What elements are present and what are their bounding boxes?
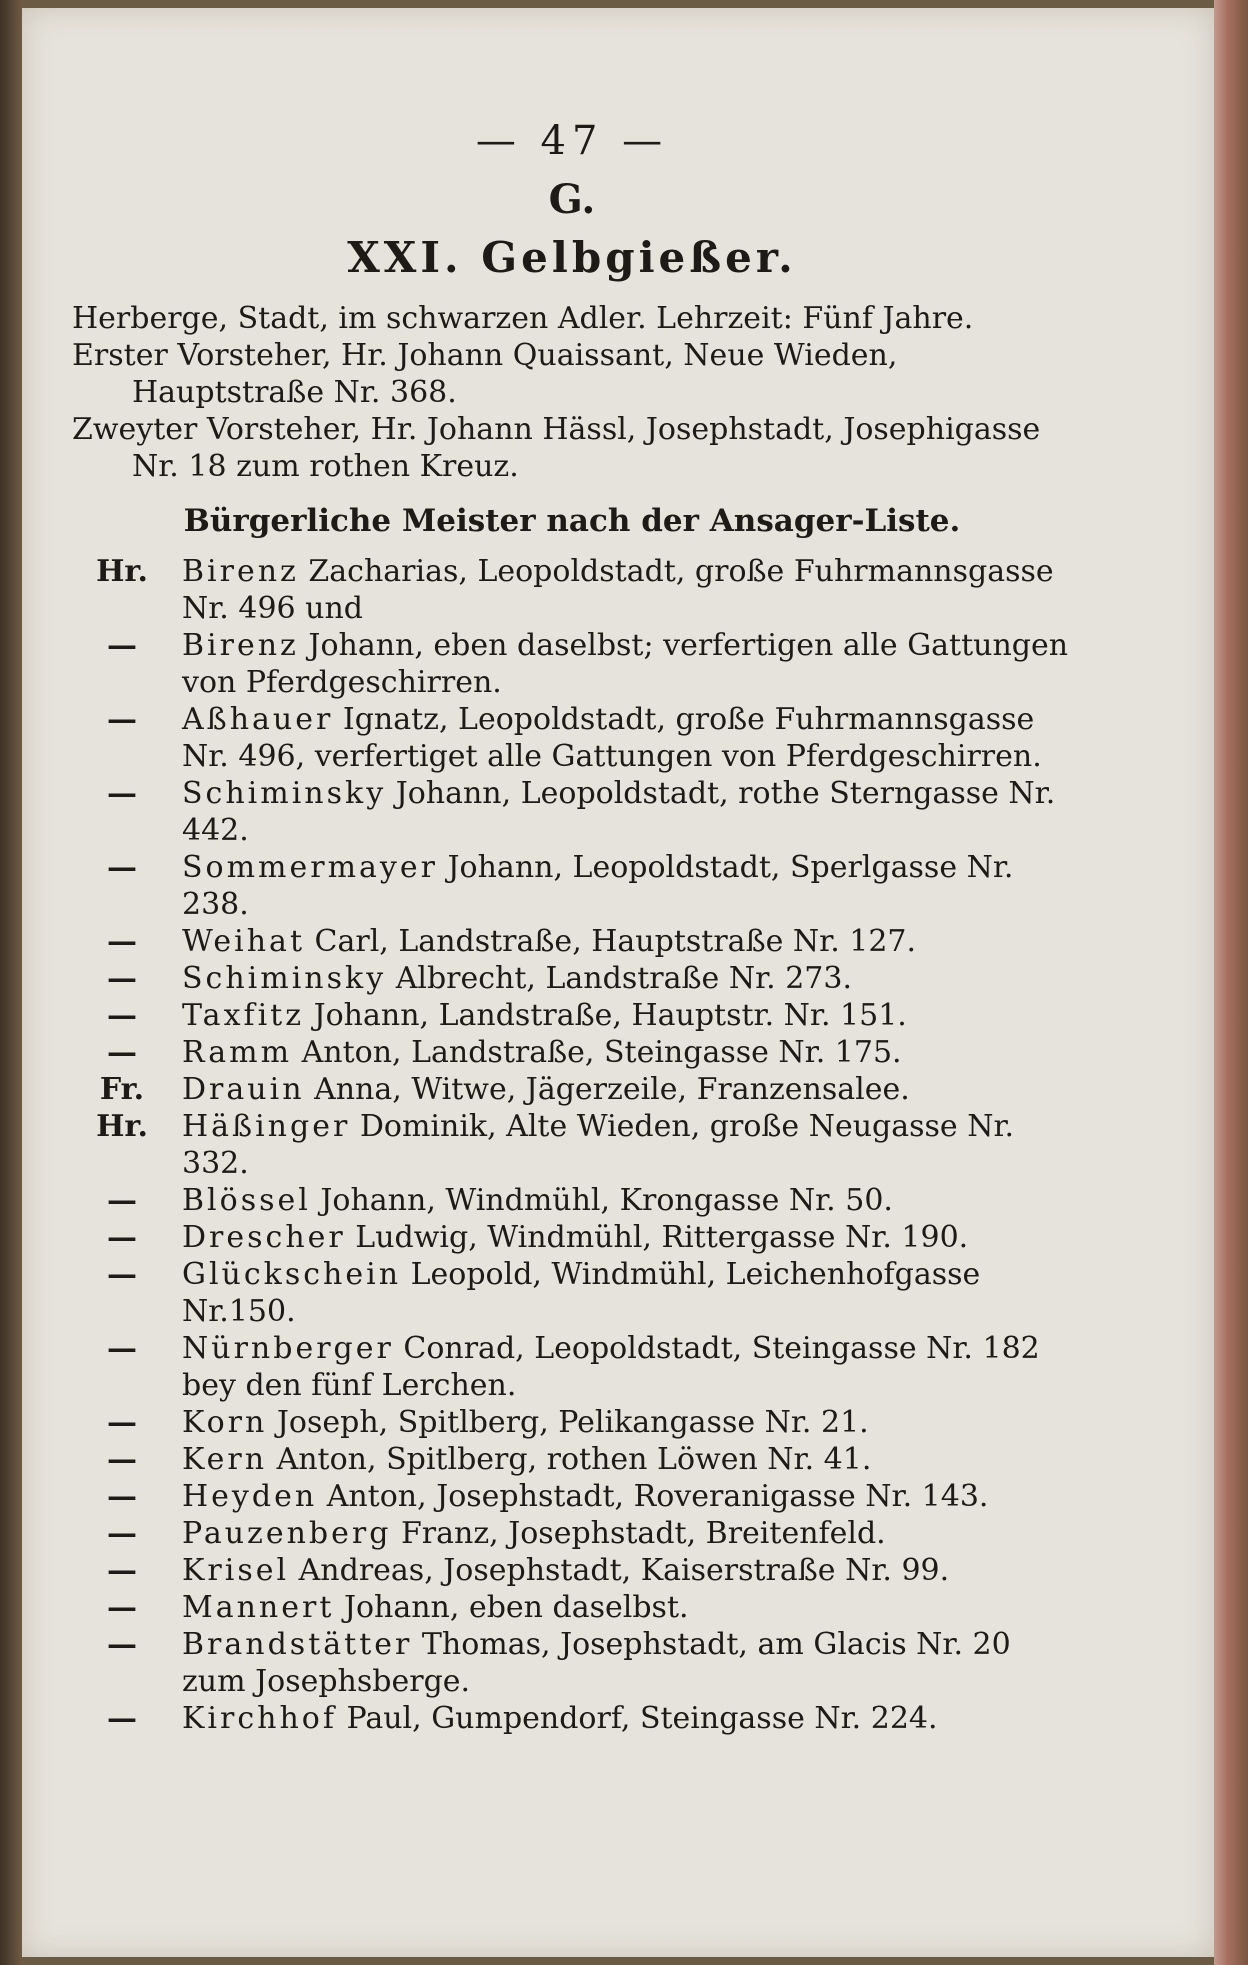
- paragraph-first-chairman: Erster Vorsteher, Hr. Johann Quaissant, Neue Wieden, Hauptstraße Nr. 368.: [72, 338, 898, 410]
- list-entry: [72, 1441, 1072, 1478]
- entry-prefix: —: [107, 1183, 137, 1218]
- entry-details: Anton, Landstraße, Steingasse Nr. 175.: [292, 1035, 902, 1070]
- entry-prefix: —: [107, 1479, 137, 1514]
- entry-details: Andreas, Josephstadt, Kaiserstraße Nr. 99.: [289, 1553, 950, 1588]
- page-number: — 47 —: [475, 118, 669, 164]
- list-entry: [72, 1330, 1072, 1404]
- list-entry: [72, 1108, 1072, 1182]
- entry-name: Brandstätter: [182, 1627, 413, 1662]
- entry-prefix: —: [107, 1035, 137, 1070]
- list-entry: [72, 1552, 1072, 1589]
- entry-prefix: Hr.: [96, 1109, 148, 1144]
- entry-prefix: —: [107, 1442, 137, 1477]
- page-edge: [1214, 0, 1248, 1965]
- entry-name: Korn: [182, 1405, 268, 1440]
- entry-prefix: —: [107, 961, 137, 996]
- entry-prefix: —: [107, 776, 137, 811]
- entry-name: Nürnberger: [182, 1331, 394, 1366]
- list-entry: [72, 1700, 1072, 1737]
- entry-details: Franz, Josephstadt, Breitenfeld.: [391, 1516, 886, 1551]
- master-list: [72, 553, 1072, 1737]
- entry-details: Anton, Josephstadt, Roveranigasse Nr. 143.: [317, 1479, 989, 1514]
- list-entry: [72, 701, 1072, 775]
- entry-prefix: —: [107, 702, 137, 737]
- list-entry: [72, 1515, 1072, 1552]
- entry-prefix: —: [107, 1627, 137, 1662]
- paragraph-herberge: Herberge, Stadt, im schwarzen Adler. Lehrzeit: Fünf Jahre.: [72, 301, 974, 336]
- list-entry: [72, 1404, 1072, 1441]
- entry-name: Krisel: [182, 1553, 290, 1588]
- entry-name: Sommermayer: [182, 850, 438, 885]
- entry-details: Leopold, Windmühl, Leichenhofgasse Nr.150.: [182, 1257, 981, 1329]
- list-entry: [72, 849, 1072, 923]
- entry-name: Aßhauer: [182, 702, 334, 737]
- entry-prefix: —: [107, 1553, 137, 1588]
- entry-details: Ludwig, Windmühl, Rittergasse Nr. 190.: [345, 1220, 969, 1255]
- entry-name: Drescher: [182, 1220, 346, 1255]
- entry-prefix: —: [107, 850, 137, 885]
- book-spine: [0, 0, 22, 1965]
- entry-details: Albrecht, Landstraße Nr. 273.: [386, 961, 853, 996]
- entry-name: Weihat: [182, 924, 305, 959]
- subheading: Bürgerliche Meister nach der Ansager-Liste.: [183, 503, 961, 539]
- list-entry: [72, 553, 1072, 627]
- list-entry: [72, 960, 1072, 997]
- entry-name: Blössel: [182, 1183, 311, 1218]
- entry-details: Anton, Spitlberg, rothen Löwen Nr. 41.: [267, 1442, 872, 1477]
- list-entry: [72, 1478, 1072, 1515]
- entry-name: Schiminsky: [182, 961, 387, 996]
- list-entry: [72, 1219, 1072, 1256]
- entry-prefix: —: [107, 924, 137, 959]
- paragraph-second-chairman: Zweyter Vorsteher, Hr. Johann Hässl, Josephstadt, Josephigasse Nr. 18 zum rothen Kreuz.: [72, 412, 1041, 484]
- entry-details: Conrad, Leopoldstadt, Steingasse Nr. 182 bey den fünf Lerchen.: [182, 1331, 1040, 1403]
- list-entry: [72, 1182, 1072, 1219]
- entry-name: Drauin: [182, 1072, 305, 1107]
- entry-details: Paul, Gumpendorf, Steingasse Nr. 224.: [336, 1701, 938, 1736]
- entry-prefix: —: [107, 1405, 137, 1440]
- entry-name: Birenz: [182, 628, 299, 663]
- entry-details: Johann, Leopoldstadt, rothe Sterngasse Nr. 442.: [182, 776, 1056, 848]
- entry-prefix: Hr.: [96, 554, 148, 589]
- entry-name: Glückschein: [182, 1257, 402, 1292]
- list-entry: [72, 1589, 1072, 1626]
- entry-details: Johann, eben daselbst; verfertigen alle Gattungen von Pferdgeschirren.: [182, 628, 1069, 700]
- entry-details: Johann, eben daselbst.: [334, 1590, 689, 1625]
- entry-prefix: —: [107, 628, 137, 663]
- entry-name: Ramm: [182, 1035, 293, 1070]
- list-entry: [72, 1071, 1072, 1108]
- entry-name: Schiminsky: [182, 776, 387, 811]
- entry-prefix: —: [107, 1590, 137, 1625]
- entry-prefix: —: [107, 998, 137, 1033]
- entry-name: Pauzenberg: [182, 1516, 392, 1551]
- list-entry: [72, 1626, 1072, 1700]
- entry-details: Ignatz, Leopoldstadt, große Fuhrmannsgasse Nr. 496, verfertiget alle Gattungen von Pferdgeschirren.: [182, 702, 1042, 774]
- entry-prefix: —: [107, 1331, 137, 1366]
- entry-details: Anna, Witwe, Jägerzeile, Franzensalee.: [304, 1072, 910, 1107]
- list-entry: [72, 923, 1072, 960]
- entry-prefix: Fr.: [99, 1072, 145, 1107]
- entry-details: Johann, Windmühl, Krongasse Nr. 50.: [310, 1183, 893, 1218]
- entry-prefix: —: [107, 1257, 137, 1292]
- entry-name: Kern: [182, 1442, 268, 1477]
- entry-details: Zacharias, Leopoldstadt, große Fuhrmannsgasse Nr. 496 und: [182, 554, 1054, 626]
- entry-details: Carl, Landstraße, Hauptstraße Nr. 127.: [305, 924, 917, 959]
- entry-details: Johann, Landstraße, Hauptstr. Nr. 151.: [304, 998, 907, 1033]
- list-entry: [72, 775, 1072, 849]
- list-entry: [72, 1256, 1072, 1330]
- entry-details: Thomas, Josephstadt, am Glacis Nr. 20 zum Josephsberge.: [182, 1627, 1011, 1699]
- entry-details: Johann, Leopoldstadt, Sperlgasse Nr. 238.: [182, 850, 1014, 922]
- entry-details: Dominik, Alte Wieden, große Neugasse Nr. 332.: [182, 1109, 1015, 1181]
- list-entry: [72, 997, 1072, 1034]
- entry-name: Birenz: [182, 554, 299, 589]
- entry-name: Häßinger: [182, 1109, 351, 1144]
- section-title: XXI. Gelbgießer.: [347, 233, 797, 282]
- list-entry: [72, 627, 1072, 701]
- entry-name: Heyden: [182, 1479, 318, 1514]
- page-content: [72, 118, 1072, 1737]
- entry-name: Kirchhof: [182, 1701, 337, 1736]
- section-letter: G.: [548, 176, 596, 223]
- entry-prefix: —: [107, 1220, 137, 1255]
- entry-name: Taxfitz: [182, 998, 305, 1033]
- entry-name: Mannert: [182, 1590, 335, 1625]
- list-entry: [72, 1034, 1072, 1071]
- entry-prefix: —: [107, 1701, 137, 1736]
- entry-prefix: —: [107, 1516, 137, 1551]
- entry-details: Joseph, Spitlberg, Pelikangasse Nr. 21.: [267, 1405, 869, 1440]
